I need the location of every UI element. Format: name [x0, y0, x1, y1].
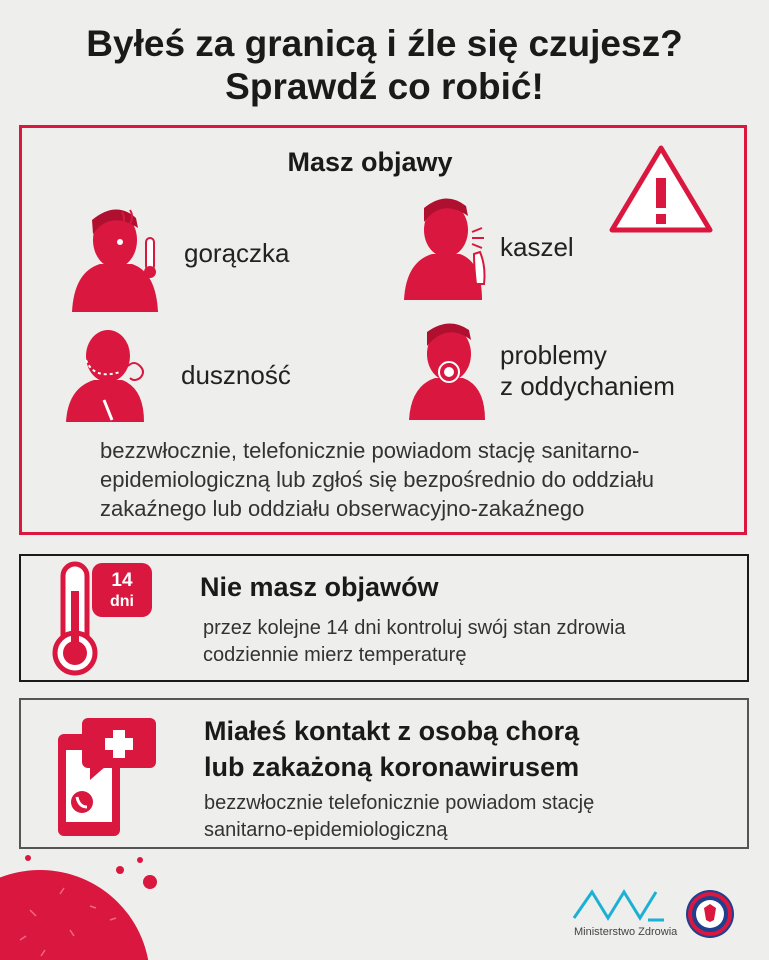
page-title — [0, 22, 769, 108]
symptom-cough: kaszel — [500, 232, 574, 262]
contact-heading-line-2: lub zakażoną koronawirusem — [204, 752, 580, 782]
badge-number: 14 — [111, 570, 133, 591]
title-line-2: Sprawdź co robić! — [225, 66, 544, 107]
breathlessness-person-icon — [64, 320, 159, 425]
symptoms-instruction-line-3: zakaźnego lub oddziału obserwacyjno-zakaźnego — [100, 496, 585, 521]
breathing-problem-person-icon — [407, 318, 497, 423]
cough-person-icon — [402, 192, 497, 302]
symptom-breathlessness: duszność — [181, 360, 291, 390]
no-symptoms-text-line-1: przez kolejne 14 dni kontroluj swój stan zdrowia — [203, 617, 626, 639]
virus-decoration-icon — [0, 850, 170, 960]
symptom-breathing-problems — [500, 340, 675, 402]
symptom-breathing-line-2: z oddychaniem — [500, 371, 675, 401]
ministry-logo-icon — [572, 888, 668, 928]
title-line-1: Byłeś za granicą i źle się czujesz? — [86, 23, 683, 64]
days-badge — [92, 563, 152, 617]
symptom-fever: gorączka — [184, 238, 290, 268]
ministry-label: Ministerstwo Zdrowia — [574, 926, 678, 938]
fever-person-icon — [70, 194, 165, 314]
badge-unit: dni — [110, 593, 134, 610]
contact-text-line-1: bezzwłocznie telefonicznie powiadom stację — [204, 792, 595, 814]
symptoms-heading: Masz objawy — [287, 147, 453, 177]
symptoms-instruction-line-2: epidemiologiczną lub zgłoś się bezpośrednio do oddziału — [100, 467, 655, 492]
phone-call-icon — [52, 716, 160, 840]
sanitary-inspection-seal-icon — [684, 888, 736, 940]
contact-text-line-2: sanitarno-epidemiologiczną — [204, 819, 448, 841]
symptoms-instruction — [100, 436, 654, 523]
contact-text — [204, 790, 594, 844]
contact-heading — [204, 713, 579, 785]
symptom-breathing-line-1: problemy — [500, 340, 607, 370]
no-symptoms-text-line-2: codziennie mierz temperaturę — [203, 644, 467, 666]
no-symptoms-heading: Nie masz objawów — [200, 572, 439, 602]
contact-heading-line-1: Miałeś kontakt z osobą chorą — [204, 716, 580, 746]
warning-icon — [608, 144, 714, 234]
symptoms-instruction-line-1: bezzwłocznie, telefonicznie powiadom stację sanitarno- — [100, 438, 640, 463]
no-symptoms-text — [203, 615, 625, 669]
